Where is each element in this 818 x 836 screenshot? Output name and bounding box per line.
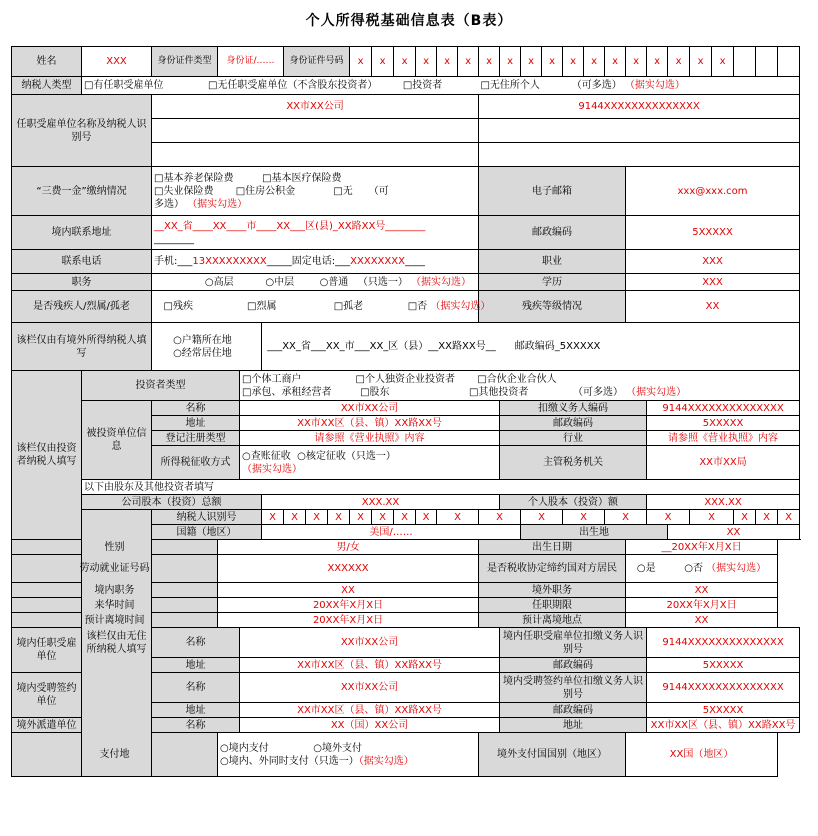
- id-digit[interactable]: x: [500, 47, 521, 77]
- hint-note: （据实勾选）: [626, 386, 687, 398]
- nation-label: 国籍（地区）: [152, 525, 262, 540]
- tin-digit[interactable]: X: [479, 510, 521, 525]
- tin-digit[interactable]: X: [437, 510, 479, 525]
- company-capital-value[interactable]: XXX.XX: [262, 495, 500, 510]
- investor-type-options: [240, 371, 800, 401]
- id-digit[interactable]: x: [458, 47, 479, 77]
- industry-label: 行业: [500, 431, 647, 446]
- id-type-label: 身份证件类型: [152, 47, 218, 77]
- tin-digit[interactable]: X: [605, 510, 647, 525]
- invested-unit-label: 被投资单位信息: [82, 401, 152, 480]
- inv-name-value[interactable]: XX市XX公司: [240, 401, 500, 416]
- shareholder-note: 以下由股东及其他投资者填写: [82, 480, 800, 495]
- overseas-label: 该栏仅由有境外所得纳税人填写: [12, 323, 152, 371]
- hire-post-value[interactable]: 5XXXXX: [647, 703, 800, 718]
- pos-senior[interactable]: ○高层: [204, 276, 234, 288]
- emp-name-value[interactable]: XX市XX公司: [240, 628, 500, 658]
- hint-note: （据实勾选）: [358, 755, 414, 767]
- id-digit[interactable]: x: [647, 47, 668, 77]
- term-value[interactable]: 20XX年X月X日: [626, 598, 778, 613]
- nonresident-section-label: 该栏仅由无住所纳税人填写: [82, 510, 152, 777]
- email-label: 电子邮箱: [479, 167, 626, 216]
- abroad-name-value[interactable]: XX（国）XX公司: [240, 718, 500, 733]
- hire-unit-label: 境内受聘签约单位: [12, 673, 82, 718]
- disability-level-label: 残疾等级情况: [479, 291, 626, 323]
- emp-post-label: 邮政编码: [500, 658, 647, 673]
- hire-post-label: 邮政编码: [500, 703, 647, 718]
- personal-capital-value[interactable]: XXX.XX: [647, 495, 800, 510]
- inv-individual[interactable]: □个体工商户: [242, 373, 302, 385]
- tin-digit[interactable]: X: [306, 510, 328, 525]
- id-digit[interactable]: x: [521, 47, 542, 77]
- pos-middle[interactable]: ○中层: [265, 276, 295, 288]
- id-no-label: 身份证件号码: [284, 47, 350, 77]
- leave-place-label: 预计离境地点: [479, 613, 626, 628]
- hire-code-label: 境内受聘签约单位扣缴义务人识别号: [500, 673, 647, 703]
- address-line: __XX_省____XX____市____XX___区(县)_XX路XX号________: [154, 220, 426, 232]
- tin-digit[interactable]: X: [328, 510, 350, 525]
- tin-digit[interactable]: X: [262, 510, 284, 525]
- pay-both[interactable]: ○境内、外同时支付（只选一）: [220, 755, 359, 767]
- id-digit-extra[interactable]: [756, 47, 778, 77]
- position-label: 职务: [12, 274, 152, 291]
- tin-digit[interactable]: X: [350, 510, 372, 525]
- dis-martyr[interactable]: □烈属: [247, 301, 277, 312]
- phone-label: 联系电话: [12, 250, 152, 274]
- inv-addr-label: 地址: [152, 416, 240, 431]
- job-value[interactable]: XXX: [626, 250, 800, 274]
- term-label: 任职期限: [479, 598, 626, 613]
- inv-contractor[interactable]: □承包、承租经营者: [242, 386, 332, 398]
- abroad-addr-value[interactable]: XX市XX区（县、镇）XX路XX号: [647, 718, 800, 733]
- fixed-phone-value: XXXXXXXX: [350, 256, 405, 267]
- taxpayer-opt-unemployed[interactable]: □无任职受雇单位（不含股东投资者）: [207, 80, 378, 91]
- overseas-hukou[interactable]: ○户籍所在地: [173, 334, 232, 346]
- emp-code-label: 境内任职受雇单位扣缴义务人识别号: [500, 628, 647, 658]
- job-label: 职业: [479, 250, 626, 274]
- employer-code-blank[interactable]: [479, 119, 800, 143]
- tin-digit[interactable]: X: [284, 510, 306, 525]
- id-type-value[interactable]: 身份证/……: [218, 47, 284, 77]
- birthday-value[interactable]: __20XX年X月X日: [626, 540, 778, 555]
- id-digit[interactable]: x: [690, 47, 712, 77]
- employer-code-blank[interactable]: [479, 143, 800, 167]
- inv-shareholder[interactable]: □股东: [360, 386, 390, 398]
- gender-label: 性别: [12, 540, 218, 555]
- id-digit[interactable]: x: [479, 47, 500, 77]
- employer-name-blank[interactable]: [152, 143, 479, 167]
- name-label: 姓名: [12, 47, 82, 77]
- tin-label: 纳税人识别号: [152, 510, 262, 525]
- treaty-options: [626, 555, 778, 583]
- employer-name-blank[interactable]: [152, 119, 479, 143]
- levy-assessed[interactable]: ○核定征收（只选一）: [297, 450, 396, 462]
- tin-digit[interactable]: X: [394, 510, 416, 525]
- phone-values[interactable]: [152, 250, 479, 274]
- taxpayer-opt-employed[interactable]: □有任职受雇单位: [84, 80, 164, 91]
- insurance-label: “三费一金”缴纳情况: [12, 167, 152, 216]
- taxpayer-opt-nonresident[interactable]: □无住所个人: [480, 80, 540, 91]
- emp-addr-value[interactable]: XX市XX区（县、镇）XX路XX号: [240, 658, 500, 673]
- education-value[interactable]: XXX: [626, 274, 800, 291]
- hire-code-value[interactable]: 9144XXXXXXXXXXXXXX: [647, 673, 800, 703]
- hint-note: （据实勾选）: [411, 276, 472, 288]
- mobile-label: 手机:___: [154, 256, 193, 267]
- birthplace-value[interactable]: XX: [668, 525, 800, 540]
- withholding-code-label: 扣缴义务人编码: [500, 401, 647, 416]
- id-digit[interactable]: x: [542, 47, 563, 77]
- investor-type-label: 投资者类型: [82, 371, 240, 401]
- hint-note: （据实勾选）: [187, 198, 248, 210]
- out-job-label: 境外职务: [479, 583, 626, 598]
- id-digit[interactable]: x: [350, 47, 372, 77]
- overseas-address-value: ___XX_省___XX_市___XX_区（县）__XX路XX号__: [267, 341, 496, 352]
- id-digit[interactable]: x: [584, 47, 605, 77]
- birthplace-label: 出生地: [521, 525, 668, 540]
- multi-select-note: （可多选）: [572, 386, 623, 398]
- labor-cert-label: 劳动就业证号码: [12, 555, 218, 583]
- inv-partner[interactable]: □合伙企业合伙人: [477, 373, 557, 385]
- birthday-label: 出生日期: [479, 540, 626, 555]
- disability-label: 是否残疾人/烈属/孤老: [12, 291, 152, 323]
- abroad-name-label: 名称: [152, 718, 240, 733]
- tin-digit[interactable]: X: [521, 510, 563, 525]
- emp-code-value[interactable]: 9144XXXXXXXXXXXXXX: [647, 628, 800, 658]
- inv-post-value[interactable]: 5XXXXX: [647, 416, 800, 431]
- nation-value[interactable]: 美国/……: [262, 525, 521, 540]
- employer-label: 任职受雇单位名称及纳税人识别号: [12, 95, 152, 167]
- levy-method-options: [240, 446, 500, 480]
- pay-country-label: 境外支付国国别（地区）: [479, 733, 626, 777]
- employer-name[interactable]: XX市XX公司: [152, 95, 479, 119]
- address-value[interactable]: [152, 216, 479, 250]
- treaty-label: 是否税收协定缔约国对方居民: [479, 555, 626, 583]
- pay-abroad[interactable]: ○境外支付: [313, 742, 362, 754]
- id-digit[interactable]: x: [563, 47, 584, 77]
- ins-none[interactable]: □无: [333, 185, 353, 197]
- fixed-phone-tail: ____: [404, 256, 425, 267]
- abroad-addr-label: 地址: [500, 718, 647, 733]
- labor-cert-value[interactable]: XXXXXX: [218, 555, 479, 583]
- in-job-value[interactable]: XX: [218, 583, 479, 598]
- industry-value[interactable]: 请参照《营业执照》内容: [647, 431, 800, 446]
- hint-note: （据实勾选）: [430, 301, 491, 312]
- name-value[interactable]: XXX: [82, 47, 152, 77]
- company-capital-label: 公司股本（投资）总额: [82, 495, 262, 510]
- tin-digit[interactable]: X: [756, 510, 778, 525]
- id-digit[interactable]: x: [712, 47, 734, 77]
- tin-digit[interactable]: X: [372, 510, 394, 525]
- levy-method-label: 所得税征收方式: [152, 446, 240, 480]
- form-title: 个人所得税基础信息表（B表）: [305, 13, 513, 29]
- overseas-post-value: 邮政编码_5XXXXX: [514, 341, 601, 352]
- id-digit[interactable]: x: [668, 47, 690, 77]
- address-line: ________: [154, 233, 194, 245]
- overseas-residence[interactable]: ○经常居住地: [173, 347, 232, 359]
- levy-audit[interactable]: ○查账征收: [242, 450, 291, 462]
- ins-pension[interactable]: □基本养老保险费: [154, 172, 234, 184]
- emp-unit-label: 境内任职受雇单位: [12, 628, 82, 673]
- inv-post-label: 邮政编码: [500, 416, 647, 431]
- leave-label: 预计离境时间: [12, 613, 218, 628]
- tax-info-table: [11, 46, 800, 777]
- fixed-phone-label: _____固定电话:___: [266, 256, 351, 267]
- address-post-value[interactable]: 5XXXXX: [626, 216, 800, 250]
- hint-note: （据实勾选）: [624, 80, 685, 91]
- overseas-address[interactable]: [262, 323, 800, 371]
- id-digit[interactable]: x: [372, 47, 394, 77]
- email-value[interactable]: xxx@xxx.com: [626, 167, 800, 216]
- leave-value[interactable]: 20XX年X月X日: [218, 613, 479, 628]
- pos-normal[interactable]: ○普通: [319, 276, 349, 288]
- personal-capital-label: 个人股本（投资）额: [500, 495, 647, 510]
- inv-addr-value[interactable]: XX市XX区（县、镇）XX路XX号: [240, 416, 500, 431]
- id-digit[interactable]: x: [416, 47, 437, 77]
- id-digit[interactable]: x: [605, 47, 626, 77]
- pay-place-options: [218, 733, 479, 777]
- disability-level-value[interactable]: XX: [626, 291, 800, 323]
- withholding-code-value[interactable]: 9144XXXXXXXXXXXXXX: [647, 401, 800, 416]
- emp-name-label: 名称: [152, 628, 240, 658]
- id-digit[interactable]: x: [437, 47, 458, 77]
- inv-other[interactable]: □其他投资者: [468, 386, 529, 398]
- mobile-value: 13XXXXXXXXX: [192, 256, 267, 267]
- pay-place-label: 支付地: [12, 733, 218, 777]
- reg-type-value[interactable]: 请参照《营业执照》内容: [240, 431, 500, 446]
- taxpayer-opt-investor[interactable]: □投资者: [402, 80, 443, 91]
- in-job-label: 境内职务: [12, 583, 218, 598]
- tin-digit[interactable]: X: [778, 510, 800, 525]
- insurance-options: [152, 167, 479, 216]
- id-digit[interactable]: x: [394, 47, 416, 77]
- overseas-options: [152, 323, 262, 371]
- taxpayer-type-options: [82, 77, 800, 95]
- tax-authority-value[interactable]: XX市XX局: [647, 446, 800, 480]
- gender-value[interactable]: 男/女: [218, 540, 479, 555]
- ins-housing[interactable]: □住房公积金: [235, 185, 296, 197]
- hint-note: （据实勾选）: [706, 563, 767, 574]
- abroad-unit-label: 境外派遣单位: [12, 718, 82, 733]
- pay-country-value[interactable]: XX国（地区）: [626, 733, 778, 777]
- address-post-label: 邮政编码: [479, 216, 626, 250]
- dis-no[interactable]: □否: [407, 301, 428, 312]
- hire-addr-label: 地址: [152, 703, 240, 718]
- leave-place-value[interactable]: XX: [626, 613, 778, 628]
- investor-section-label: 该栏仅由投资者纳税人填写: [12, 371, 82, 540]
- arrive-label: 来华时间: [12, 598, 218, 613]
- single-select-note: （只选一）: [357, 276, 408, 288]
- tin-digit[interactable]: X: [647, 510, 690, 525]
- dis-lonely[interactable]: □孤老: [333, 301, 364, 312]
- hire-name-label: 名称: [152, 673, 240, 703]
- tax-authority-label: 主管税务机关: [500, 446, 647, 480]
- inv-sole[interactable]: □个人独资企业投资者: [355, 373, 455, 385]
- hint-note: （据实勾选）: [242, 463, 302, 475]
- treaty-yes[interactable]: ○是: [636, 563, 656, 574]
- tin-digit[interactable]: X: [734, 510, 756, 525]
- pay-domestic[interactable]: ○境内支付: [220, 742, 269, 754]
- education-label: 学历: [479, 274, 626, 291]
- employer-code[interactable]: 9144XXXXXXXXXXXXXX: [479, 95, 800, 119]
- multi-select-note: （可: [368, 185, 389, 197]
- multi-select-note: 多选）: [154, 198, 184, 210]
- emp-addr-label: 地址: [152, 658, 240, 673]
- position-options: [152, 274, 479, 291]
- tin-digit[interactable]: X: [416, 510, 437, 525]
- disability-options: [152, 291, 491, 323]
- ins-unemployment[interactable]: □失业保险费: [154, 185, 214, 197]
- treaty-no[interactable]: ○否: [684, 563, 703, 574]
- address-label: 境内联系地址: [12, 216, 152, 250]
- emp-post-value[interactable]: 5XXXXX: [647, 658, 800, 673]
- multi-select-note: （可多选）: [571, 80, 622, 91]
- taxpayer-type-label: 纳税人类型: [12, 77, 82, 95]
- dis-disabled[interactable]: □残疾: [163, 301, 193, 312]
- id-digit-extra[interactable]: [734, 47, 756, 77]
- inv-name-label: 名称: [152, 401, 240, 416]
- hire-addr-value[interactable]: XX市XX区（县、镇）XX路XX号: [240, 703, 500, 718]
- tin-digit[interactable]: X: [690, 510, 734, 525]
- tin-digit[interactable]: X: [563, 510, 605, 525]
- id-digit[interactable]: x: [626, 47, 647, 77]
- ins-medical[interactable]: □基本医疗保险费: [262, 172, 342, 184]
- out-job-value[interactable]: XX: [626, 583, 778, 598]
- reg-type-label: 登记注册类型: [152, 431, 240, 446]
- id-digit-extra[interactable]: [778, 47, 800, 77]
- hire-name-value[interactable]: XX市XX公司: [240, 673, 500, 703]
- arrive-value[interactable]: 20XX年X月X日: [218, 598, 479, 613]
